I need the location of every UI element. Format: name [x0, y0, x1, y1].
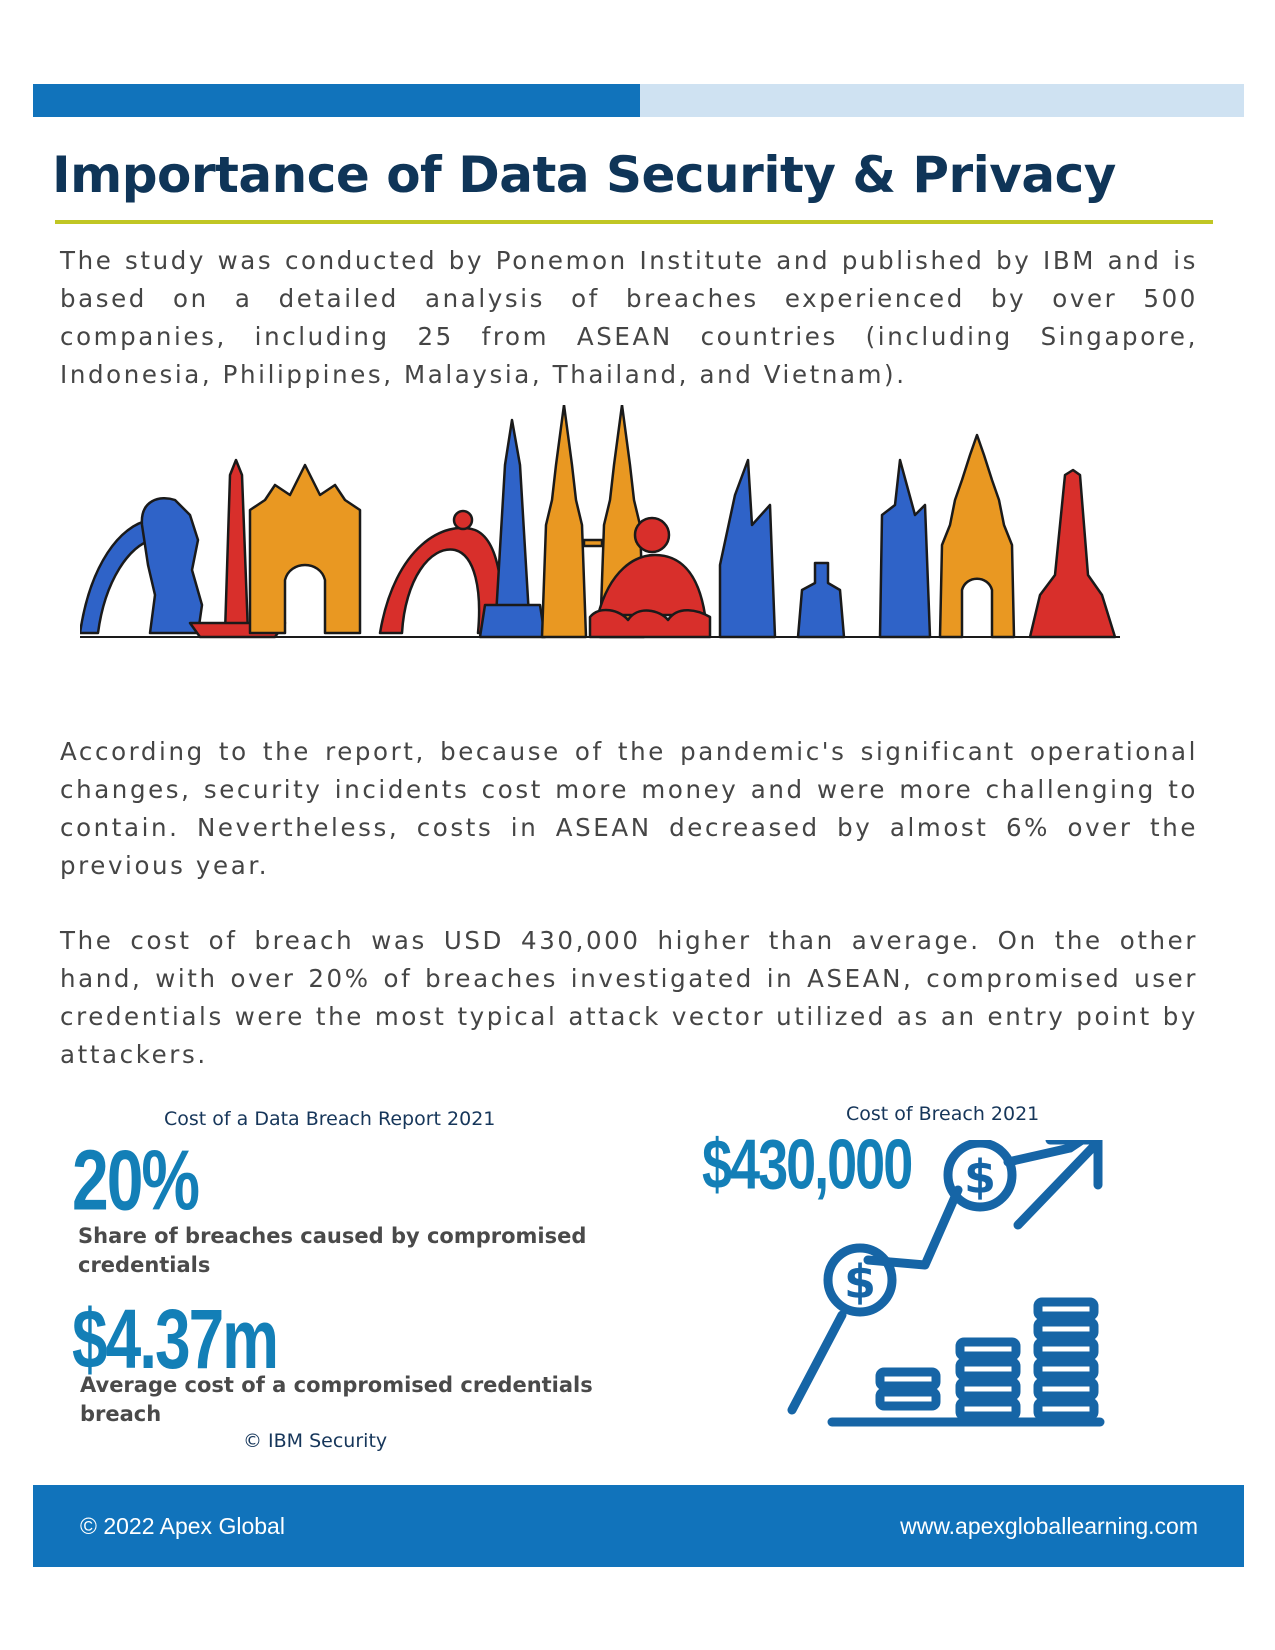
- asean-landmarks-skyline-illustration: [80, 405, 1190, 680]
- footer-copyright: © 2022 Apex Global: [80, 1513, 285, 1539]
- blue-sail-buildings: [720, 460, 775, 637]
- svg-text:$: $: [963, 1150, 997, 1204]
- ibm-credit: © IBM Security: [243, 1430, 388, 1452]
- stat-430000: $430,000: [702, 1126, 912, 1205]
- khmer-temple: [940, 435, 1014, 637]
- money-growth-chart-icon: [780, 1140, 1110, 1430]
- footer-bar: [33, 1485, 1244, 1567]
- stat-average-cost: $4.37m: [72, 1291, 278, 1387]
- petronas-tower-left: [542, 405, 586, 637]
- cost-paragraph: The cost of breach was USD 430,000 higher than average. On the other hand, with over 20% of breaches investigated in ASEAN, compromised user credentials were the most typical attack vector utilized as an entry point by attackers.: [60, 926, 1198, 1069]
- red-monument: [1030, 470, 1115, 637]
- merlion-statue: [142, 498, 202, 633]
- page-title: Importance of Data Security & Privacy: [52, 146, 1116, 204]
- stat-20-percent-caption: Share of breaches caused by compromised credentials: [78, 1224, 587, 1277]
- blue-obelisk: [495, 420, 530, 633]
- small-stupa: [798, 563, 844, 637]
- monas-tower: [225, 460, 248, 633]
- top-bar-dark: [33, 84, 640, 117]
- stat-average-cost-caption: Average cost of a compromised credentials breach: [80, 1373, 593, 1426]
- footer-website-link[interactable]: www.apexgloballearning.com: [900, 1513, 1198, 1539]
- title-underline: [55, 220, 1213, 224]
- svg-text:$: $: [843, 1255, 877, 1309]
- intro-paragraph: The study was conducted by Ponemon Institute and published by IBM and is based on a detailed analysis of breaches experienced by over 500 companies, including 25 from ASEAN countries (including Singapore, Indonesia, Philippines, Malaysia, Thailand, and Vietnam).: [60, 246, 1198, 389]
- report-title: Cost of a Data Breach Report 2021: [164, 1108, 496, 1130]
- report-paragraph: According to the report, because of the pandemic's significant operational changes, security incidents cost more money and were more challenging to contain. Nevertheless, costs in ASEAN decreased by almost 6% over the previous year.: [60, 737, 1198, 880]
- merlion-water-jet: [80, 520, 152, 633]
- blue-tall-buildings: [880, 460, 930, 637]
- top-bar-light: [640, 84, 1244, 117]
- stat-20-percent: 20%: [72, 1131, 199, 1228]
- patuxai-gate: [250, 465, 360, 633]
- cost-of-breach-title: Cost of Breach 2021: [846, 1103, 1040, 1125]
